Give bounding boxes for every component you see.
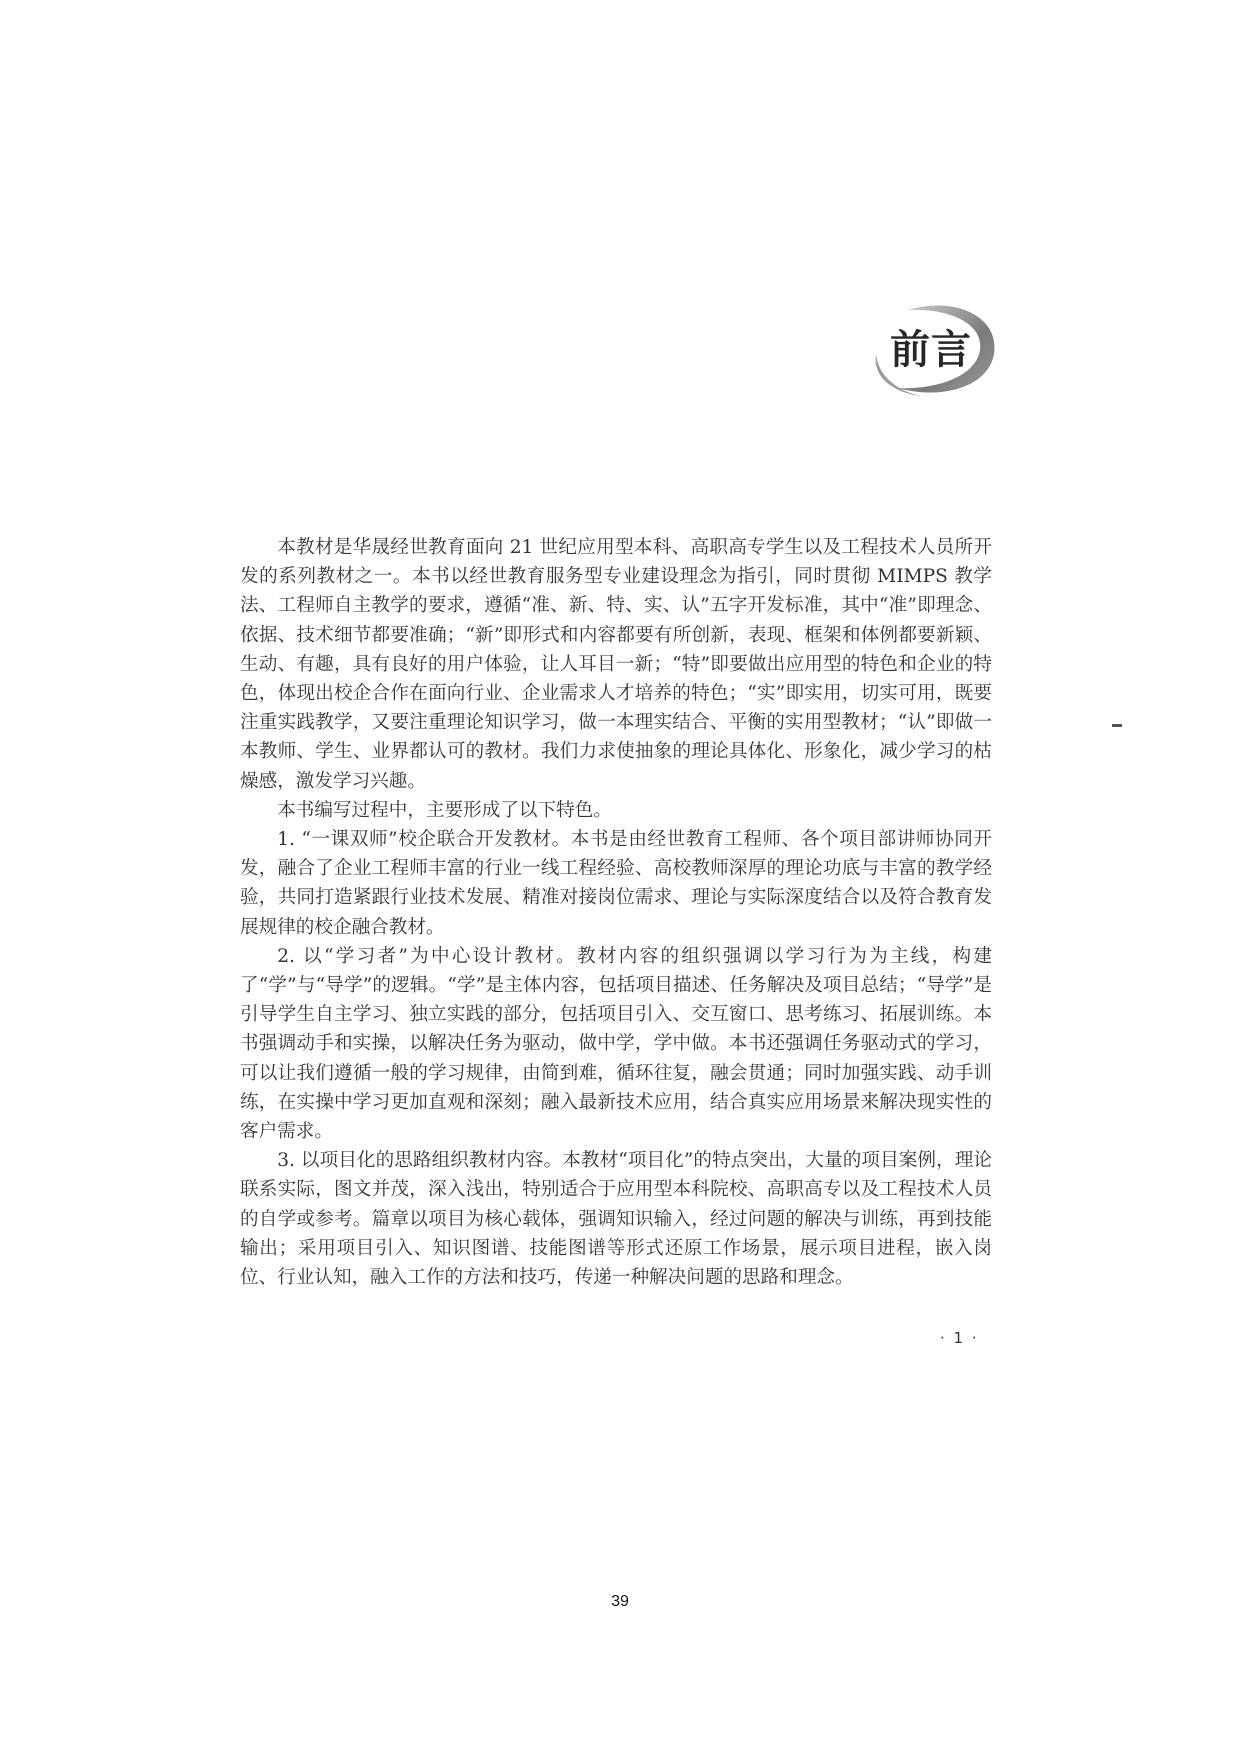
preface-heading-badge bbox=[868, 302, 1002, 400]
paragraph: 2. 以“学习者”为中心设计教材。教材内容的组织强调以学习行为为主线，构建了“学”与“导学”的逻辑。“学”是主体内容，包括项目描述、任务解决及项目总结；“导学”是引导学生自主学习、独立实践的部分，包括项目引入、交互窗口、思考练习、拓展训练。本书强调动手和实操，以解决任务为驱动，做中学，学中做。本书还强调任务驱动式的学习，可以让我们遵循一般的学习规律，由简到难，循环往复，融会贯通；同时加强实践、动手训练，在实操中学习更加直观和深刻；融入最新技术应用，结合真实应用场景来解决现实性的客户需求。 bbox=[240, 945, 992, 1143]
margin-dash bbox=[1112, 724, 1122, 727]
page-number: · 1 · bbox=[940, 1329, 979, 1347]
sheet-number: 39 bbox=[611, 1593, 629, 1610]
preface-body bbox=[240, 533, 992, 1292]
paragraph: 1. “一课双师”校企联合开发教材。本书是由经世教育工程师、各个项目部讲师协同开发，融合了企业工程师丰富的行业一线工程经验、高校教师深厚的理论功底与丰富的教学经验，共同打造紧跟行业技术发展、精准对接岗位需求、理论与实际深度结合以及符合教育发展规律的校企融合教材。 bbox=[240, 829, 992, 938]
paragraph: 3. 以项目化的思路组织教材内容。本教材“项目化”的特点突出，大量的项目案例，理论联系实际，图文并茂，深入浅出，特别适合于应用型本科院校、高职高专以及工程技术人员的自学或参考。篇章以项目为核心载体，强调知识输入，经过问题的解决与训练，再到技能输出；采用项目引入、知识图谱、技能图谱等形式还原工作场景，展示项目进程，嵌入岗位、行业认知，融入工作的方法和技巧，传递一种解决问题的思路和理念。 bbox=[240, 1150, 992, 1289]
paragraph: 本书编写过程中，主要形成了以下特色。 bbox=[277, 799, 612, 821]
page-title: 前言 bbox=[890, 327, 972, 373]
paragraph: 本教材是华晟经世教育面向 21 世纪应用型本科、高职高专学生以及工程技术人员所开发的系列教材之一。本书以经世教育服务型专业建设理念为指引，同时贯彻 MIMPS 教学法、工程师自主教学的要求，遵循“准、新、特、实、认”五字开发标准，其中“准”即理念、依据、技术细节都要准确；“新”即形式和内容都要有所创新，表现、框架和体例都要新颖、生动、有趣，具有良好的用户体验，让人耳目一新；“特”即要做出应用型的特色和企业的特色，体现出校企合作在面向行业、企业需求人才培养的特色；“实”即实用，切实可用，既要注重实践教学，又要注重理论知识学习，做一本理实结合、平衡的实用型教材；“认”即做一本教师、学生、业界都认可的教材。我们力求使抽象的理论具体化、形象化，减少学习的枯燥感，激发学习兴趣。 bbox=[240, 537, 992, 792]
